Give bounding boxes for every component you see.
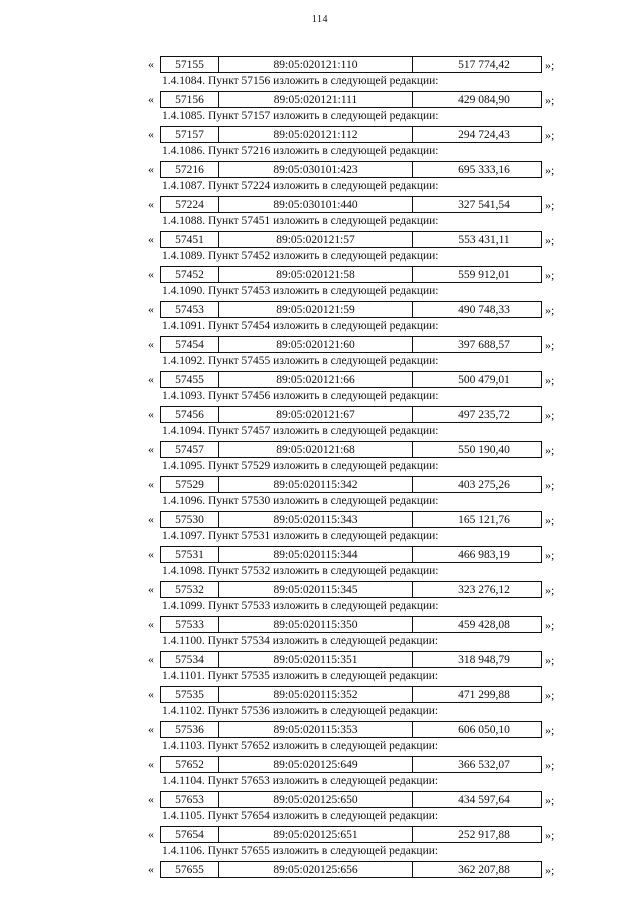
opening-quote: «: [148, 407, 154, 421]
opening-quote: «: [148, 57, 154, 71]
opening-quote: «: [148, 582, 154, 596]
amendment-heading: 1.4.1090. Пункт 57453 изложить в следующей редакции:: [162, 285, 439, 297]
cadastral-number-cell: 89:05:020121:66: [219, 372, 413, 387]
cadastral-number-cell: 89:05:020121:68: [219, 442, 413, 457]
amendment-heading: 1.4.1100. Пункт 57534 изложить в следующей редакции:: [162, 635, 439, 647]
amount-cell: 459 428,08: [458, 619, 510, 631]
item-table: [160, 406, 542, 423]
closing-quote: »;: [545, 548, 555, 562]
item-table: [160, 756, 542, 773]
amount-cell: 559 912,01: [458, 269, 510, 281]
item-number-cell: 57216: [161, 162, 219, 177]
amount-cell: 397 688,57: [458, 339, 510, 351]
amendment-heading: 1.4.1095. Пункт 57529 изложить в следующей редакции:: [162, 460, 439, 472]
item-table: [160, 266, 542, 283]
cadastral-number-cell: 89:05:020121:112: [219, 127, 413, 142]
table-row: [0, 371, 640, 388]
opening-quote: «: [148, 127, 154, 141]
closing-quote: »;: [545, 128, 555, 142]
amendment-heading: 1.4.1098. Пункт 57532 изложить в следующей редакции:: [162, 565, 439, 577]
item-table: [160, 371, 542, 388]
amount-cell: 550 190,40: [458, 444, 510, 456]
item-number-cell: 57531: [161, 547, 219, 562]
amount-cell: 497 235,72: [458, 409, 510, 421]
document-body: [0, 54, 640, 878]
cadastral-number-cell: 89:05:020125:649: [219, 757, 413, 772]
table-row: [0, 336, 640, 353]
item-number-cell: 57532: [161, 582, 219, 597]
item-table: [160, 861, 542, 878]
item-table: [160, 546, 542, 563]
item-table: [160, 686, 542, 703]
item-table: [160, 336, 542, 353]
amount-cell: 294 724,43: [458, 129, 510, 141]
table-row: [0, 406, 640, 423]
opening-quote: «: [148, 267, 154, 281]
item-number-cell: 57224: [161, 197, 219, 212]
opening-quote: «: [148, 757, 154, 771]
amendment-heading: 1.4.1088. Пункт 57451 изложить в следующей редакции:: [162, 215, 439, 227]
item-number-cell: 57533: [161, 617, 219, 632]
table-row: [0, 861, 640, 878]
item-table: [160, 441, 542, 458]
item-number-cell: 57155: [161, 57, 219, 72]
cadastral-number-cell: 89:05:020125:650: [219, 792, 413, 807]
item-number-cell: 57652: [161, 757, 219, 772]
item-number-cell: 57654: [161, 827, 219, 842]
cadastral-number-cell: 89:05:020115:342: [219, 477, 413, 492]
closing-quote: »;: [545, 443, 555, 457]
table-row: [0, 56, 640, 73]
amendment-heading: 1.4.1105. Пункт 57654 изложить в следующей редакции:: [162, 810, 439, 822]
cadastral-number-cell: 89:05:020125:656: [219, 862, 413, 877]
amount-cell: 429 084,90: [458, 94, 510, 106]
cadastral-number-cell: 89:05:020121:60: [219, 337, 413, 352]
cadastral-number-cell: 89:05:020121:57: [219, 232, 413, 247]
cadastral-number-cell: 89:05:020115:344: [219, 547, 413, 562]
cadastral-number-cell: 89:05:020121:67: [219, 407, 413, 422]
item-table: [160, 721, 542, 738]
closing-quote: »;: [545, 303, 555, 317]
item-table: [160, 301, 542, 318]
table-row: [0, 756, 640, 773]
amount-cell: 252 917,88: [458, 829, 510, 841]
cadastral-number-cell: 89:05:020125:651: [219, 827, 413, 842]
amendment-heading: 1.4.1106. Пункт 57655 изложить в следующей редакции:: [162, 845, 439, 857]
opening-quote: «: [148, 337, 154, 351]
table-row: [0, 126, 640, 143]
closing-quote: »;: [545, 828, 555, 842]
item-number-cell: 57456: [161, 407, 219, 422]
table-row: [0, 91, 640, 108]
item-table: [160, 651, 542, 668]
page-number: 114: [311, 14, 329, 25]
amendment-heading: 1.4.1089. Пункт 57452 изложить в следующей редакции:: [162, 250, 439, 262]
amount-cell: 318 948,79: [458, 654, 510, 666]
opening-quote: «: [148, 162, 154, 176]
opening-quote: «: [148, 302, 154, 316]
amount-cell: 517 774,42: [458, 59, 510, 71]
closing-quote: »;: [545, 233, 555, 247]
cadastral-number-cell: 89:05:020121:110: [219, 57, 413, 72]
table-row: [0, 581, 640, 598]
opening-quote: «: [148, 92, 154, 106]
opening-quote: «: [148, 547, 154, 561]
table-row: [0, 826, 640, 843]
amendment-heading: 1.4.1094. Пункт 57457 изложить в следующей редакции:: [162, 425, 439, 437]
closing-quote: »;: [545, 338, 555, 352]
closing-quote: »;: [545, 863, 555, 877]
closing-quote: »;: [545, 408, 555, 422]
item-number-cell: 57451: [161, 232, 219, 247]
item-number-cell: 57535: [161, 687, 219, 702]
item-number-cell: 57530: [161, 512, 219, 527]
amount-cell: 165 121,76: [458, 514, 510, 526]
table-row: [0, 161, 640, 178]
table-row: [0, 791, 640, 808]
amount-cell: 366 532,07: [458, 759, 510, 771]
item-number-cell: 57157: [161, 127, 219, 142]
closing-quote: »;: [545, 688, 555, 702]
table-row: [0, 196, 640, 213]
cadastral-number-cell: 89:05:020121:58: [219, 267, 413, 282]
closing-quote: »;: [545, 198, 555, 212]
cadastral-number-cell: 89:05:020115:353: [219, 722, 413, 737]
cadastral-number-cell: 89:05:020115:345: [219, 582, 413, 597]
closing-quote: »;: [545, 723, 555, 737]
amendment-heading: 1.4.1103. Пункт 57652 изложить в следующей редакции:: [162, 740, 439, 752]
amendment-heading: 1.4.1085. Пункт 57157 изложить в следующей редакции:: [162, 110, 439, 122]
amount-cell: 403 275,26: [458, 479, 510, 491]
closing-quote: »;: [545, 268, 555, 282]
amendment-heading: 1.4.1102. Пункт 57536 изложить в следующей редакции:: [162, 705, 439, 717]
cadastral-number-cell: 89:05:020115:343: [219, 512, 413, 527]
amendment-heading: 1.4.1096. Пункт 57530 изложить в следующей редакции:: [162, 495, 439, 507]
opening-quote: «: [148, 862, 154, 876]
table-row: [0, 441, 640, 458]
amount-cell: 323 276,12: [458, 584, 510, 596]
cadastral-number-cell: 89:05:020115:351: [219, 652, 413, 667]
item-number-cell: 57452: [161, 267, 219, 282]
amount-cell: 471 299,88: [458, 689, 510, 701]
opening-quote: «: [148, 687, 154, 701]
item-table: [160, 581, 542, 598]
cadastral-number-cell: 89:05:020115:352: [219, 687, 413, 702]
item-number-cell: 57156: [161, 92, 219, 107]
amendment-heading: 1.4.1092. Пункт 57455 изложить в следующей редакции:: [162, 355, 439, 367]
amendment-heading: 1.4.1087. Пункт 57224 изложить в следующей редакции:: [162, 180, 439, 192]
item-table: [160, 616, 542, 633]
closing-quote: »;: [545, 58, 555, 72]
item-table: [160, 161, 542, 178]
closing-quote: »;: [545, 163, 555, 177]
table-row: [0, 301, 640, 318]
amendment-heading: 1.4.1097. Пункт 57531 изложить в следующей редакции:: [162, 530, 439, 542]
amendment-heading: 1.4.1101. Пункт 57535 изложить в следующей редакции:: [162, 670, 439, 682]
item-number-cell: 57457: [161, 442, 219, 457]
table-row: [0, 721, 640, 738]
amount-cell: 466 983,19: [458, 549, 510, 561]
amount-cell: 327 541,54: [458, 199, 510, 211]
opening-quote: «: [148, 197, 154, 211]
table-row: [0, 231, 640, 248]
table-row: [0, 651, 640, 668]
amount-cell: 362 207,88: [458, 864, 510, 876]
opening-quote: «: [148, 617, 154, 631]
closing-quote: »;: [545, 373, 555, 387]
item-number-cell: 57653: [161, 792, 219, 807]
item-number-cell: 57655: [161, 862, 219, 877]
item-table: [160, 511, 542, 528]
closing-quote: »;: [545, 793, 555, 807]
closing-quote: »;: [545, 93, 555, 107]
table-row: [0, 546, 640, 563]
cadastral-number-cell: 89:05:020115:350: [219, 617, 413, 632]
item-table: [160, 476, 542, 493]
item-table: [160, 91, 542, 108]
opening-quote: «: [148, 827, 154, 841]
cadastral-number-cell: 89:05:020121:59: [219, 302, 413, 317]
amount-cell: 490 748,33: [458, 304, 510, 316]
amendment-heading: 1.4.1086. Пункт 57216 изложить в следующей редакции:: [162, 145, 439, 157]
opening-quote: «: [148, 512, 154, 526]
opening-quote: «: [148, 792, 154, 806]
closing-quote: »;: [545, 583, 555, 597]
item-number-cell: 57455: [161, 372, 219, 387]
cadastral-number-cell: 89:05:020121:111: [219, 92, 413, 107]
item-number-cell: 57453: [161, 302, 219, 317]
closing-quote: »;: [545, 653, 555, 667]
item-table: [160, 791, 542, 808]
item-table: [160, 56, 542, 73]
closing-quote: »;: [545, 478, 555, 492]
item-number-cell: 57536: [161, 722, 219, 737]
table-row: [0, 511, 640, 528]
item-table: [160, 196, 542, 213]
item-number-cell: 57534: [161, 652, 219, 667]
table-row: [0, 686, 640, 703]
closing-quote: »;: [545, 618, 555, 632]
opening-quote: «: [148, 232, 154, 246]
amount-cell: 606 050,10: [458, 724, 510, 736]
cadastral-number-cell: 89:05:030101:423: [219, 162, 413, 177]
amendment-heading: 1.4.1104. Пункт 57653 изложить в следующей редакции:: [162, 775, 439, 787]
table-row: [0, 616, 640, 633]
item-number-cell: 57454: [161, 337, 219, 352]
amendment-heading: 1.4.1091. Пункт 57454 изложить в следующей редакции:: [162, 320, 439, 332]
amount-cell: 553 431,11: [458, 234, 510, 246]
opening-quote: «: [148, 652, 154, 666]
amount-cell: 434 597,64: [458, 794, 510, 806]
amount-cell: 500 479,01: [458, 374, 510, 386]
closing-quote: »;: [545, 758, 555, 772]
item-table: [160, 231, 542, 248]
table-row: [0, 266, 640, 283]
opening-quote: «: [148, 442, 154, 456]
item-table: [160, 826, 542, 843]
opening-quote: «: [148, 722, 154, 736]
opening-quote: «: [148, 372, 154, 386]
item-table: [160, 126, 542, 143]
opening-quote: «: [148, 477, 154, 491]
closing-quote: »;: [545, 513, 555, 527]
cadastral-number-cell: 89:05:030101:440: [219, 197, 413, 212]
amount-cell: 695 333,16: [458, 164, 510, 176]
amendment-heading: 1.4.1093. Пункт 57456 изложить в следующей редакции:: [162, 390, 439, 402]
item-number-cell: 57529: [161, 477, 219, 492]
amendment-heading: 1.4.1084. Пункт 57156 изложить в следующей редакции:: [162, 75, 439, 87]
table-row: [0, 476, 640, 493]
amendment-heading: 1.4.1099. Пункт 57533 изложить в следующей редакции:: [162, 600, 439, 612]
